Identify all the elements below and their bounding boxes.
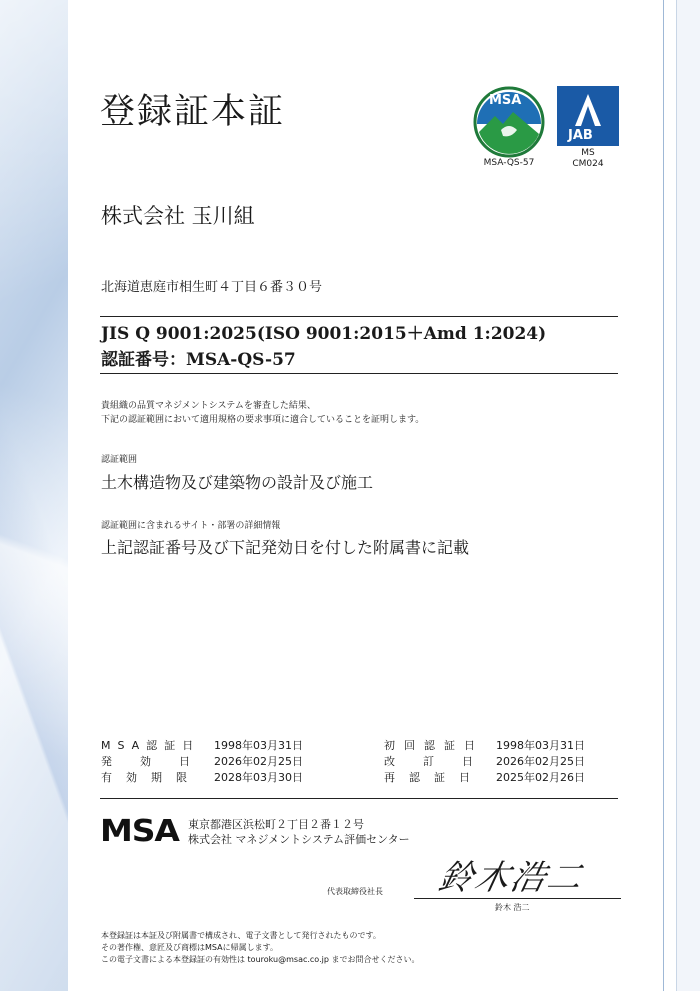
statement-line-1: 貴組織の品質マネジメントシステムを審査した結果、 — [101, 401, 316, 411]
certification-number: 認証番号：MSA-QS-57 — [101, 350, 296, 370]
date-label-revision: 改訂日 — [384, 755, 501, 768]
date-value-msa-certification: 1998年03月31日 — [214, 739, 303, 752]
page-edge-margin — [676, 0, 700, 991]
statement-line-2: 下記の認証範囲において適用規格の要求事項に適合していることを証明します。 — [101, 415, 425, 425]
issuer-name: 株式会社 マネジメントシステム評価センター — [188, 833, 410, 846]
date-label-effective: 発効日 — [101, 755, 218, 768]
footer-line-2: その著作権、意匠及び商標はMSAに帰属します。 — [101, 943, 278, 952]
company-address: 北海道恵庭市相生町４丁目６番３０号 — [101, 280, 323, 295]
certificate-title: 登録証本証 — [100, 92, 286, 132]
msa-logo-caption: MSA-QS-57 — [483, 158, 535, 168]
signature-line — [414, 898, 621, 899]
date-label-initial: 初回認証日 — [384, 739, 484, 752]
divider-issuer — [100, 798, 618, 799]
divider-bottom — [100, 373, 618, 374]
date-value-initial: 1998年03月31日 — [496, 739, 585, 752]
date-value-expiry: 2028年03月30日 — [214, 771, 303, 784]
msa-logo-text: MSA — [489, 93, 522, 108]
issuer-address: 東京都港区浜松町２丁目２番１２号 — [188, 818, 364, 831]
jab-caption-code: CM024 — [572, 159, 604, 169]
footer-line-1: 本登録証は本証及び附属書で構成され、電子文書として発行されたものです。 — [101, 931, 381, 940]
scope-text: 土木構造物及び建築物の設計及び施工 — [101, 473, 374, 492]
date-label-msa-certification: MSA認証日 — [101, 739, 201, 752]
footer-line-3: この電子文書による本登録証の有効性は touroku@msac.co.jp までお問合せください。 — [101, 955, 420, 964]
date-label-recertification: 再認証日 — [384, 771, 484, 784]
divider-top — [100, 316, 618, 317]
jab-caption-ms: MS — [581, 148, 595, 158]
date-value-effective: 2026年02月25日 — [214, 755, 303, 768]
company-name: 株式会社 玉川組 — [101, 204, 255, 228]
page-edge-line — [663, 0, 664, 991]
standard-designation: JIS Q 9001:2025(ISO 9001:2015＋Amd 1:2024) — [101, 324, 547, 344]
date-label-expiry: 有効期限 — [101, 771, 201, 784]
jab-logo-text: JAB — [568, 128, 593, 143]
date-value-recertification: 2025年02月26日 — [496, 771, 585, 784]
decorative-side-band — [0, 0, 68, 991]
sites-label: 認証範囲に含まれるサイト・部署の詳細情報 — [101, 521, 281, 531]
date-value-revision: 2026年02月25日 — [496, 755, 585, 768]
signatory-name: 鈴木 浩二 — [495, 903, 530, 912]
sites-text: 上記認証番号及び下記発効日を付した附属書に記載 — [101, 538, 470, 557]
jab-accreditation-logo — [557, 86, 619, 170]
issuer-logo: MSA — [100, 814, 179, 849]
scope-label: 認証範囲 — [101, 455, 138, 465]
signatory-title: 代表取締役社長 — [327, 887, 383, 896]
handwritten-signature: 鈴木浩二 — [435, 858, 588, 898]
msa-certification-logo — [473, 86, 545, 170]
